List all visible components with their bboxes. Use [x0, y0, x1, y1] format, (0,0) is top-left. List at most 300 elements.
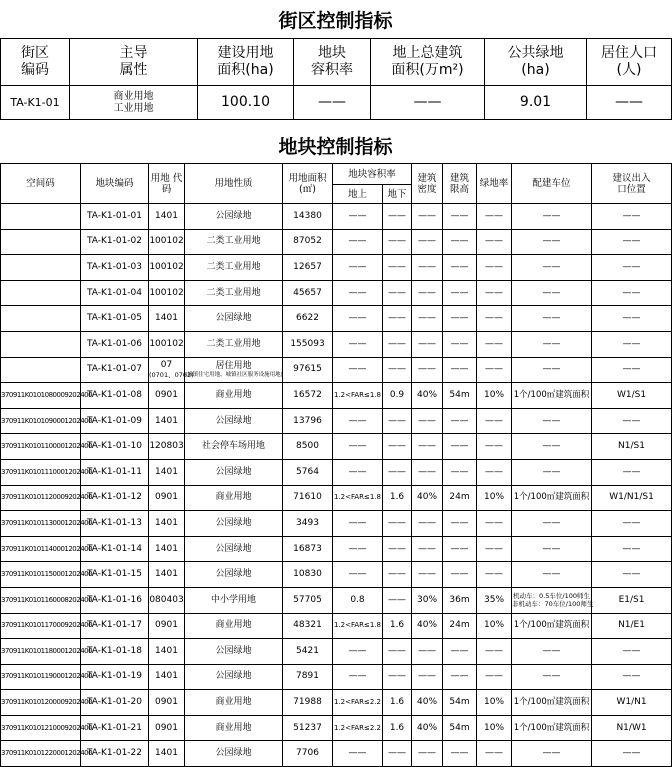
far-below-cell-text: 1.6 — [389, 492, 405, 503]
land-code-cell-text: 0901 — [155, 722, 178, 733]
far-below-cell — [383, 562, 412, 588]
header-green: 绿地率 — [477, 164, 512, 204]
far-below-cell — [383, 741, 412, 767]
height-cell-text: —— — [450, 287, 469, 298]
land-use-cell-text: 二类工业用地 — [206, 236, 261, 247]
attribute-line: 工业用地 — [113, 102, 154, 114]
density-cell — [412, 741, 443, 767]
green-cell — [477, 511, 512, 537]
land-code-cell-text: 0901 — [155, 697, 178, 708]
land-code-cell — [149, 459, 185, 485]
far-above-cell-text: 1.2<FAR≤1.8 — [333, 493, 382, 502]
density-cell — [412, 255, 443, 281]
land-use-cell-text: 商业用地 — [215, 389, 252, 400]
space-code-cell — [1, 536, 93, 562]
header-area: 用地面积 (㎡) — [283, 164, 333, 204]
green-cell-text: —— — [485, 569, 504, 580]
parking-cell-text: —— — [542, 236, 561, 247]
density-cell-text: —— — [418, 748, 437, 759]
land-use-cell — [185, 229, 283, 255]
plot-code-cell-text: TA-K1-01-19 — [86, 671, 143, 682]
land-code-cell — [149, 613, 185, 639]
area-cell — [283, 664, 333, 690]
parking-cell — [512, 229, 592, 255]
space-code-cell-text: 370911K0101090001202400 — [1, 416, 93, 425]
entrance-cell-text: —— — [622, 261, 641, 272]
height-cell — [443, 715, 477, 741]
far-above-cell — [333, 434, 383, 460]
far-below-cell-text: —— — [388, 748, 406, 759]
block-header-cell: 建设用地 面积(ha) — [198, 39, 294, 86]
table-row — [1, 383, 672, 409]
far-above-cell-text: —— — [348, 313, 367, 324]
far-above-cell — [333, 485, 383, 511]
space-code-cell — [1, 664, 93, 690]
space-code-cell-text: 370911K0101120009202400 — [1, 493, 93, 502]
far-below-cell-text: 1.6 — [389, 697, 405, 708]
plot-code-cell-text: TA-K1-01-16 — [86, 594, 143, 605]
entrance-cell — [592, 587, 672, 613]
plot-code-cell-text: TA-K1-01-11 — [86, 466, 143, 477]
parking-cell — [512, 690, 592, 716]
land-code-cell — [149, 485, 185, 511]
height-cell-text: —— — [450, 261, 469, 272]
land-use-cell — [185, 357, 283, 383]
area-cell-text: 7891 — [296, 671, 319, 682]
far-above-cell-text: —— — [348, 210, 367, 221]
area-cell-text: 71610 — [293, 492, 322, 503]
height-cell-text: —— — [450, 236, 469, 247]
table-row — [1, 715, 672, 741]
parking-cell-text: —— — [542, 210, 561, 221]
header-land-code: 用地 代码 — [149, 164, 185, 204]
block-attribute — [70, 86, 198, 120]
far-below-cell — [383, 613, 412, 639]
green-cell — [477, 306, 512, 332]
green-cell-text: —— — [485, 517, 504, 528]
plot-code-cell — [81, 357, 149, 383]
area-cell — [283, 434, 333, 460]
density-cell-text: —— — [418, 441, 437, 452]
far-below-cell — [383, 536, 412, 562]
plot-header-row — [1, 164, 672, 185]
density-cell-text: —— — [418, 287, 437, 298]
land-code-cell — [149, 357, 194, 383]
land-code-cell-text: 120803 — [149, 441, 184, 452]
plot-code-cell-text: TA-K1-01-12 — [86, 492, 143, 503]
block-green: 9.01 — [485, 86, 587, 120]
land-use-cell — [185, 664, 283, 690]
height-cell-text: —— — [450, 645, 469, 656]
green-cell — [477, 383, 512, 409]
block-code: TA-K1-01 — [1, 86, 70, 120]
table-row — [1, 357, 672, 383]
entrance-cell-text: W1/N1/S1 — [609, 492, 654, 503]
density-cell-text: —— — [418, 543, 437, 554]
far-below-cell — [383, 587, 412, 613]
land-code-cell-text: 1401 — [155, 748, 178, 759]
parking-cell — [512, 562, 592, 588]
height-cell — [443, 664, 477, 690]
height-cell — [443, 204, 477, 230]
area-cell-text: 14380 — [293, 210, 322, 221]
density-cell-text: —— — [418, 645, 437, 656]
far-above-cell-text: 1.2<FAR≤2.2 — [333, 723, 382, 732]
far-below-cell-text: —— — [388, 594, 406, 605]
entrance-cell — [592, 255, 672, 281]
density-cell — [412, 331, 443, 357]
entrance-cell-text: —— — [622, 415, 641, 426]
table-row — [1, 255, 672, 281]
density-cell-text: 40% — [417, 492, 438, 503]
parking-cell — [512, 536, 592, 562]
far-below-cell — [383, 715, 412, 741]
entrance-cell-text: —— — [622, 364, 641, 375]
density-cell-text: —— — [418, 210, 437, 221]
block-header-cell: 主导 属性 — [70, 39, 198, 86]
land-code-cell — [149, 664, 185, 690]
entrance-cell — [592, 485, 672, 511]
land-code-cell-text: 100102 — [149, 236, 184, 247]
space-code-cell — [1, 229, 81, 255]
area-cell — [283, 511, 333, 537]
density-cell — [412, 511, 443, 537]
plot-code-cell-text: TA-K1-01-10 — [86, 441, 143, 452]
space-code-cell — [1, 255, 81, 281]
density-cell — [412, 204, 443, 230]
height-cell-text: 54m — [449, 697, 470, 708]
far-above-cell-text: —— — [348, 671, 367, 682]
plot-code-cell-text: TA-K1-01-01 — [86, 210, 143, 221]
green-cell-text: —— — [485, 645, 504, 656]
far-above-cell-text: —— — [348, 569, 367, 580]
area-cell — [283, 383, 333, 409]
height-cell — [443, 255, 477, 281]
table-row — [1, 434, 672, 460]
height-cell-text: 54m — [449, 722, 470, 733]
far-above-cell-text: —— — [348, 338, 367, 349]
block-header-cell: 居住人口 (人) — [587, 39, 672, 86]
green-cell — [477, 690, 512, 716]
plot-code-cell — [81, 562, 149, 588]
area-cell — [283, 536, 333, 562]
parking-cell — [512, 204, 592, 230]
space-code-cell-text: 370911K0101180001202400 — [1, 646, 93, 655]
entrance-cell — [592, 408, 672, 434]
land-use-cell-text: 商业用地 — [215, 492, 252, 503]
far-below-cell-text: 0.9 — [389, 389, 405, 400]
plot-code-cell — [81, 204, 149, 230]
green-cell-text: 10% — [484, 697, 505, 708]
plot-code-cell-text: TA-K1-01-17 — [86, 620, 143, 631]
far-below-cell-text: —— — [388, 236, 406, 247]
land-code-cell — [149, 204, 185, 230]
far-above-cell-text: —— — [348, 543, 367, 554]
header-far-below: 地下 — [383, 185, 412, 204]
green-cell-text: —— — [485, 441, 504, 452]
plot-control-title: 地块控制指标 — [278, 136, 393, 158]
land-use-cell — [185, 715, 283, 741]
land-use-cell-text: 公园绿地 — [215, 671, 252, 682]
green-cell — [477, 639, 512, 665]
height-cell — [443, 383, 477, 409]
area-cell-text: 16572 — [293, 389, 322, 400]
parking-cell-text: 1个/100㎡建筑面积 — [513, 492, 590, 503]
height-cell — [443, 741, 477, 767]
plot-code-cell-text: TA-K1-01-22 — [86, 748, 143, 759]
far-below-cell — [383, 434, 412, 460]
entrance-cell-text: —— — [622, 543, 641, 554]
height-cell-text: —— — [450, 748, 469, 759]
height-cell-text: —— — [450, 415, 469, 426]
entrance-cell-text: N1/E1 — [618, 620, 645, 631]
area-cell — [283, 715, 333, 741]
green-cell — [477, 459, 512, 485]
height-cell — [443, 280, 477, 306]
density-cell-text: —— — [418, 415, 437, 426]
green-cell — [477, 229, 512, 255]
area-cell-text: 5421 — [296, 645, 319, 656]
green-cell — [477, 434, 512, 460]
parking-cell-text: 1个/100㎡建筑面积 — [513, 620, 590, 631]
land-code-cell — [149, 562, 185, 588]
far-below-cell — [383, 690, 412, 716]
far-below-cell-text: 1.6 — [389, 620, 405, 631]
land-code-cell-text: 1401 — [155, 645, 178, 656]
far-above-cell-text: —— — [348, 441, 367, 452]
far-below-cell — [383, 229, 412, 255]
space-code-cell — [1, 511, 93, 537]
height-cell — [443, 562, 477, 588]
far-below-cell-text: —— — [388, 364, 406, 375]
plot-code-cell-text: TA-K1-01-05 — [86, 313, 143, 324]
far-above-cell-text: —— — [348, 645, 367, 656]
space-code-cell — [1, 639, 93, 665]
entrance-cell-text: —— — [622, 645, 641, 656]
height-cell — [443, 613, 477, 639]
header-space-code: 空间码 — [1, 164, 81, 204]
height-cell-text: 24m — [449, 492, 470, 503]
parking-cell-text: —— — [542, 287, 561, 298]
land-code-cell — [149, 229, 185, 255]
height-cell-text: —— — [450, 466, 469, 477]
space-code-cell — [1, 204, 81, 230]
height-cell — [443, 485, 477, 511]
area-cell — [283, 485, 333, 511]
land-code-cell-text: 080403 — [149, 594, 184, 605]
parking-cell-text: —— — [542, 671, 561, 682]
area-cell-text: 97615 — [293, 364, 322, 375]
density-cell — [412, 280, 443, 306]
land-code-cell — [149, 690, 185, 716]
table-row — [1, 664, 672, 690]
far-below-cell — [383, 280, 412, 306]
land-use-cell — [185, 204, 283, 230]
table-row — [1, 741, 672, 767]
parking-cell-text: —— — [542, 645, 561, 656]
block-control-title: 街区控制指标 — [278, 10, 393, 32]
table-row — [1, 331, 672, 357]
land-use-cell-text: 二类工业用地 — [206, 338, 261, 349]
land-use-cell-text: 公园绿地 — [215, 210, 252, 221]
far-above-cell — [333, 690, 383, 716]
land-use-cell — [185, 255, 283, 281]
land-use-cell — [185, 459, 283, 485]
table-row — [1, 511, 672, 537]
far-above-cell — [333, 587, 383, 613]
land-code-cell-text: 0901 — [155, 389, 178, 400]
height-cell-text: —— — [450, 338, 469, 349]
parking-cell — [512, 587, 592, 613]
area-cell-text: 7706 — [296, 748, 319, 759]
space-code-cell — [1, 434, 93, 460]
land-use-cell — [185, 280, 283, 306]
parking-cell — [512, 485, 592, 511]
height-cell — [443, 639, 477, 665]
far-below-cell — [383, 331, 412, 357]
density-cell — [412, 613, 443, 639]
far-below-cell — [383, 459, 412, 485]
far-above-cell — [333, 408, 383, 434]
height-cell — [443, 536, 477, 562]
land-code-cell-text: 1401 — [155, 415, 178, 426]
parking-cell-text: —— — [542, 569, 561, 580]
land-use-cell — [185, 306, 283, 332]
far-below-cell — [383, 204, 412, 230]
land-use-cell-text: 公园绿地 — [215, 569, 252, 580]
green-cell-text: —— — [485, 261, 504, 272]
land-use-cell-text: 二类工业用地 — [206, 287, 261, 298]
plot-code-cell-text: TA-K1-01-09 — [86, 415, 143, 426]
land-code-cell-text: 100102 — [149, 338, 184, 349]
land-code-cell-text: 07 — [160, 360, 173, 371]
parking-cell — [512, 715, 592, 741]
far-below-cell — [383, 639, 412, 665]
green-cell — [477, 536, 512, 562]
green-cell-text: 10% — [484, 389, 505, 400]
parking-cell-subtext: 非机动车：70车位/100师生 — [512, 600, 594, 609]
space-code-cell-text: 370911K0101130001202400 — [1, 518, 93, 527]
green-cell — [477, 562, 512, 588]
block-control-table — [0, 38, 672, 120]
plot-code-cell-text: TA-K1-01-07 — [86, 364, 143, 375]
land-code-cell-text: 1401 — [155, 543, 178, 554]
space-code-cell-text: 370911K0101220001202400 — [1, 749, 93, 758]
plot-code-cell — [81, 587, 149, 613]
space-code-cell — [1, 383, 93, 409]
block-header-cell: 地上总建筑 面积(万m²) — [371, 39, 485, 86]
land-use-cell — [185, 434, 283, 460]
plot-code-cell — [81, 741, 149, 767]
plot-code-cell-text: TA-K1-01-13 — [86, 517, 143, 528]
far-above-cell — [333, 255, 383, 281]
parking-cell-text: —— — [542, 338, 561, 349]
far-below-cell — [383, 511, 412, 537]
far-below-cell-text: —— — [388, 338, 406, 349]
space-code-cell — [1, 715, 93, 741]
land-code-cell-text: 1401 — [155, 313, 178, 324]
plot-code-cell — [81, 255, 149, 281]
density-cell-text: 30% — [417, 594, 438, 605]
space-code-cell-text: 370911K0101140001202400 — [1, 544, 93, 553]
far-below-cell-text: —— — [388, 441, 406, 452]
height-cell-text: 24m — [449, 620, 470, 631]
entrance-cell — [592, 639, 672, 665]
far-above-cell — [333, 459, 383, 485]
green-cell — [477, 587, 512, 613]
land-code-cell — [149, 715, 185, 741]
parking-cell-text: —— — [542, 517, 561, 528]
header-far: 地块容积率 — [333, 164, 412, 185]
block-header-row — [1, 39, 672, 86]
header-parking: 配建车位 — [512, 164, 592, 204]
density-cell — [412, 639, 443, 665]
density-cell-text: 40% — [417, 389, 438, 400]
green-cell — [477, 204, 512, 230]
parking-cell — [512, 434, 592, 460]
height-cell — [443, 459, 477, 485]
height-cell — [443, 587, 477, 613]
height-cell — [443, 306, 477, 332]
plot-code-cell — [81, 383, 149, 409]
far-above-cell — [333, 639, 383, 665]
area-cell — [283, 690, 333, 716]
entrance-cell — [592, 434, 672, 460]
height-cell-text: —— — [450, 364, 469, 375]
green-cell — [477, 408, 512, 434]
far-above-cell — [333, 357, 383, 383]
area-cell-text: 8500 — [296, 441, 319, 452]
area-cell-text: 5764 — [296, 466, 319, 477]
far-below-cell-text: 1.6 — [389, 722, 405, 733]
header-density: 建筑 密度 — [412, 164, 443, 204]
block-far: —— — [294, 86, 371, 120]
header-height: 建筑 限高 — [443, 164, 477, 204]
far-above-cell — [333, 715, 383, 741]
far-above-cell-text: —— — [348, 364, 367, 375]
land-use-cell — [185, 562, 283, 588]
far-below-cell — [383, 383, 412, 409]
entrance-cell — [592, 383, 672, 409]
plot-code-cell — [81, 664, 149, 690]
far-above-cell-text: 1.2<FAR≤1.8 — [333, 621, 382, 630]
entrance-cell-text: —— — [622, 569, 641, 580]
entrance-cell — [592, 357, 672, 383]
space-code-cell — [1, 459, 93, 485]
green-cell-text: —— — [485, 466, 504, 477]
parking-cell — [512, 741, 592, 767]
far-above-cell — [333, 331, 383, 357]
far-above-cell — [333, 511, 383, 537]
table-row — [1, 587, 672, 613]
far-below-cell-text: —— — [388, 543, 406, 554]
land-code-cell — [149, 741, 185, 767]
space-code-cell-text: 370911K0101160008202400 — [1, 595, 93, 604]
area-cell-text: 51237 — [293, 722, 322, 733]
table-row — [1, 204, 672, 230]
parking-cell-text: 机动车：0.5车位/100师生 — [513, 592, 590, 601]
entrance-cell — [592, 280, 672, 306]
height-cell — [443, 434, 477, 460]
entrance-cell — [592, 562, 672, 588]
land-use-cell-text: 居住用地 — [215, 360, 252, 371]
land-use-cell — [185, 741, 283, 767]
green-cell-text: —— — [485, 543, 504, 554]
land-code-cell-text: 1401 — [155, 671, 178, 682]
green-cell-text: —— — [485, 236, 504, 247]
land-use-cell — [185, 690, 283, 716]
density-cell-text: —— — [418, 364, 437, 375]
